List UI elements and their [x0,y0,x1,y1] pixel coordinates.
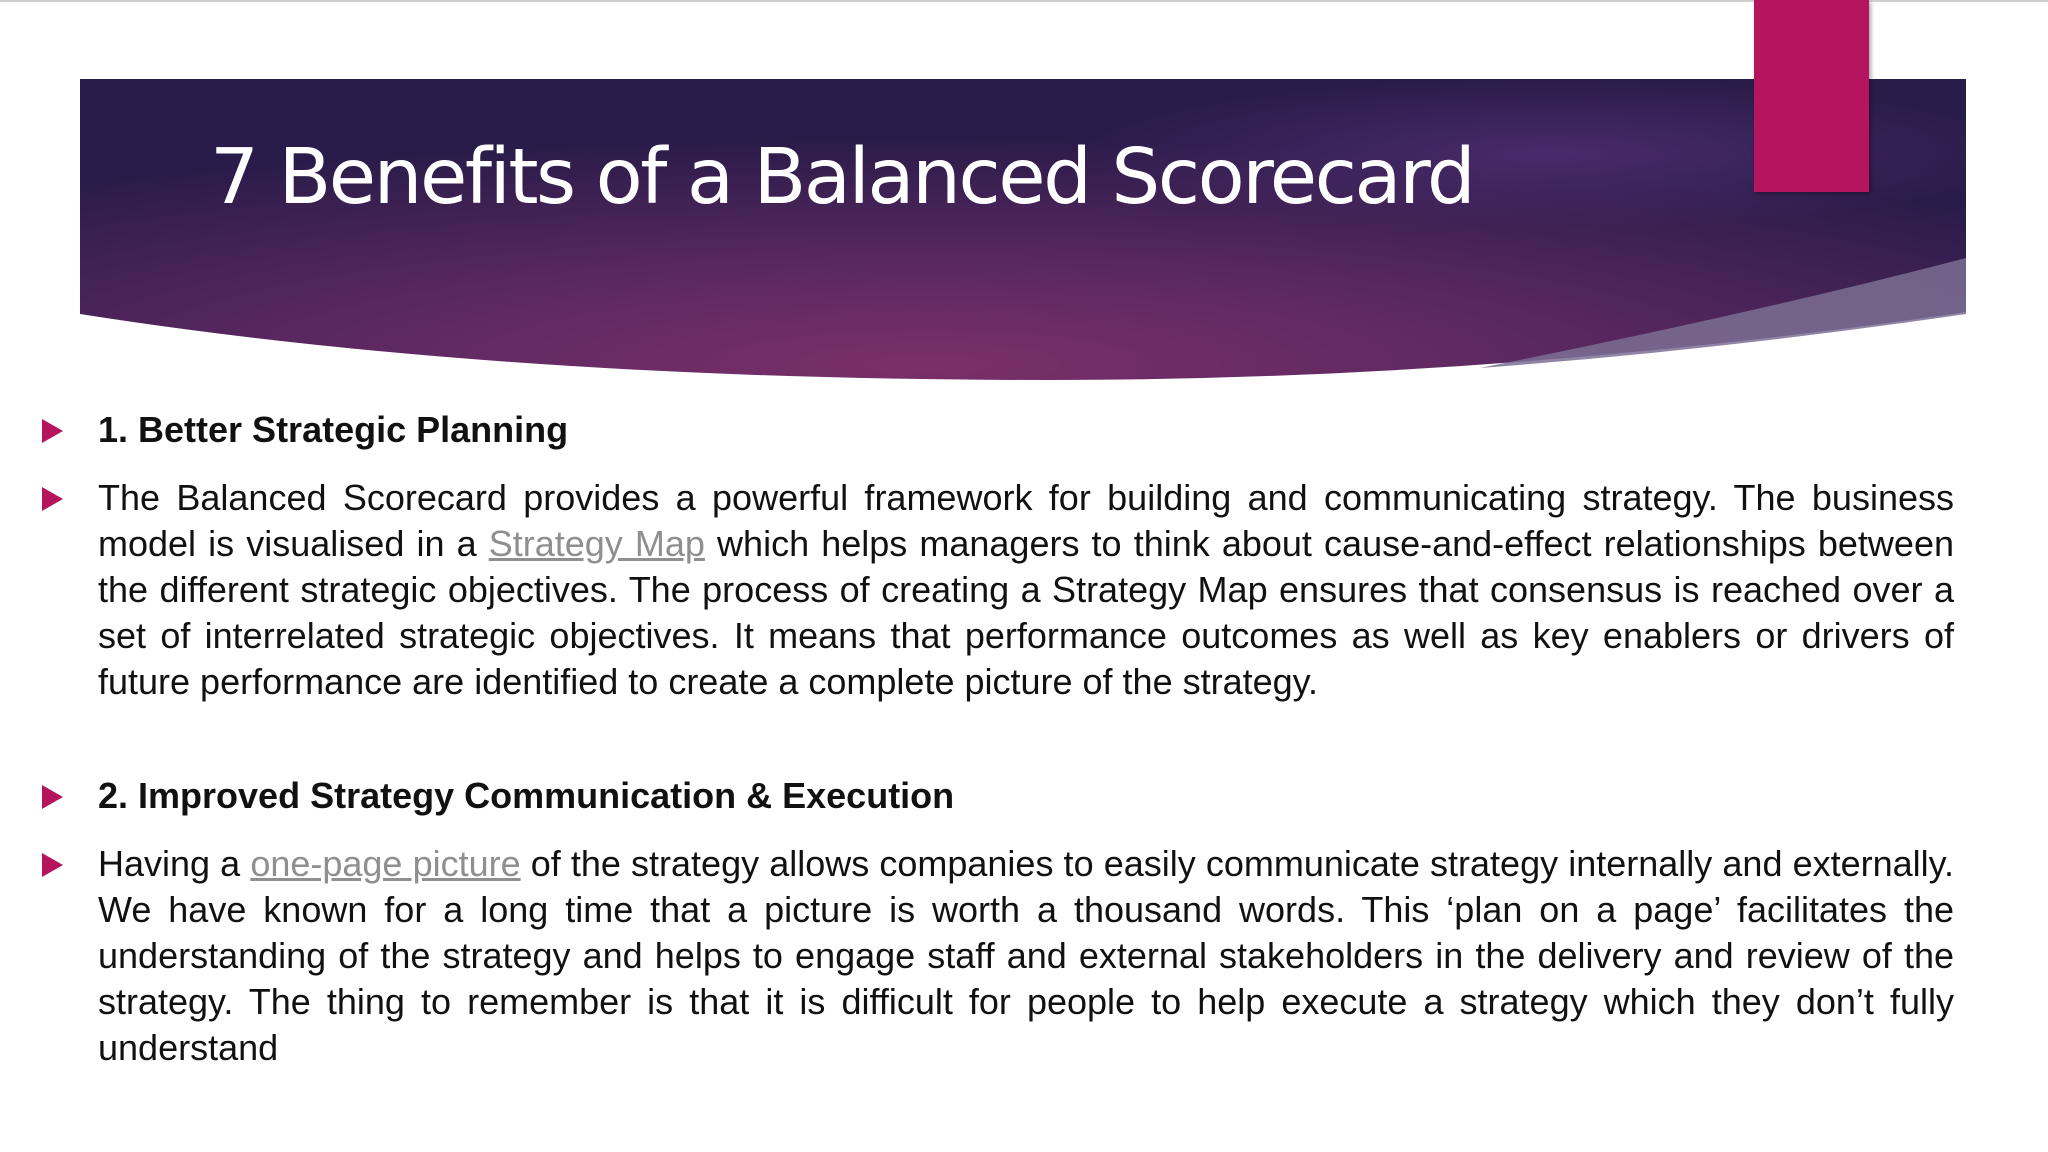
paragraph-text: The Balanced Scorecard provides a powerful framework for building and communicating strategy. The business model is visualised in a [98,477,1954,564]
one-page-picture-link[interactable]: one-page picture [250,843,521,884]
accent-tab [1754,0,1869,192]
paragraph-text: of the strategy allows companies to easily communicate strategy internally and externally. We have known for a long time that a picture is worth a thousand words. This ‘plan on a page’ facilitates the understanding of the strategy and helps to engage staff and external stakeholders in the delivery and review of the strategy. The thing to remember is that it is difficult for people to help execute a strategy which they don’t fully understand [98,843,1954,1068]
paragraph-text: which helps managers to think about cause-and-effect relationships between the different strategic objectives. The process of creating a Strategy Map ensures that consensus is reached over a set of interrelated strategic objectives. It means that performance outcomes as well as key enablers or drivers of future performance are identified to create a complete picture of the strategy. [98,523,1954,702]
triangle-right-icon [42,487,63,511]
triangle-right-icon [42,419,63,443]
triangle-right-icon [42,853,63,877]
slide-title: 7 Benefits of a Balanced Scorecard [210,133,1474,222]
bullet-heading-1 [98,407,1954,453]
paragraph-text: Having a [98,843,251,884]
bullet-paragraph-1 [98,475,1954,705]
triangle-right-icon [42,785,63,809]
bullet-heading-2 [98,773,1954,819]
strategy-map-link[interactable]: Strategy Map [488,523,705,564]
bullet-paragraph-2 [98,841,1954,1071]
heading-text: 2. Improved Strategy Communication & Execution [98,775,955,816]
heading-text: 1. Better Strategic Planning [98,409,569,450]
